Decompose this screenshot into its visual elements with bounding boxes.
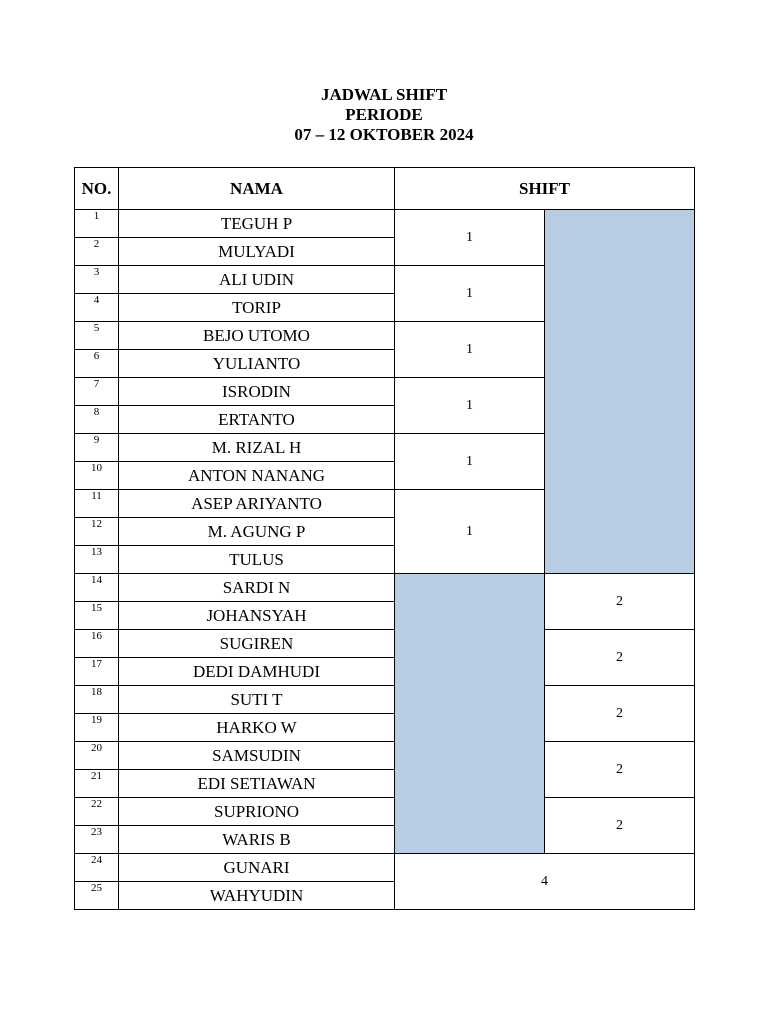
title-line-3: 07 – 12 OKTOBER 2024 xyxy=(294,125,474,144)
row-name: ASEP ARIYANTO xyxy=(119,490,395,518)
row-name: GUNARI xyxy=(119,854,395,882)
row-number: 25 xyxy=(75,882,119,910)
row-number: 18 xyxy=(75,686,119,714)
row-name: DEDI DAMHUDI xyxy=(119,658,395,686)
shift-highlight-block xyxy=(395,574,545,854)
row-name: M. RIZAL H xyxy=(119,434,395,462)
table-row xyxy=(75,686,695,714)
row-name: TORIP xyxy=(119,294,395,322)
row-name: HARKO W xyxy=(119,714,395,742)
row-name: MULYADI xyxy=(119,238,395,266)
row-name: ERTANTO xyxy=(119,406,395,434)
shift-cell: 1 xyxy=(395,210,545,266)
row-number: 20 xyxy=(75,742,119,770)
shift-cell: 1 xyxy=(395,322,545,378)
row-number: 19 xyxy=(75,714,119,742)
row-name: EDI SETIAWAN xyxy=(119,770,395,798)
shift-cell: 2 xyxy=(545,686,695,742)
row-number: 2 xyxy=(75,238,119,266)
header-shift: SHIFT xyxy=(395,168,695,210)
shift-cell: 4 xyxy=(395,854,695,910)
row-number: 21 xyxy=(75,770,119,798)
row-number: 22 xyxy=(75,798,119,826)
row-number: 23 xyxy=(75,826,119,854)
row-name: ISRODIN xyxy=(119,378,395,406)
row-name: SARDI N xyxy=(119,574,395,602)
row-name: SUGIREN xyxy=(119,630,395,658)
row-name: SUTI T xyxy=(119,686,395,714)
shift-cell: 2 xyxy=(545,630,695,686)
row-number: 17 xyxy=(75,658,119,686)
header-nama: NAMA xyxy=(119,168,395,210)
table-row xyxy=(75,854,695,882)
shift-schedule-table xyxy=(74,167,695,910)
row-number: 11 xyxy=(75,490,119,518)
row-number: 3 xyxy=(75,266,119,294)
shift-cell: 2 xyxy=(545,798,695,854)
shift-cell: 1 xyxy=(395,266,545,322)
row-name: TULUS xyxy=(119,546,395,574)
table-row xyxy=(75,574,695,602)
table-row xyxy=(75,798,695,826)
row-name: M. AGUNG P xyxy=(119,518,395,546)
row-number: 12 xyxy=(75,518,119,546)
row-name: ALI UDIN xyxy=(119,266,395,294)
row-number: 6 xyxy=(75,350,119,378)
header-row xyxy=(75,168,695,210)
row-name: WAHYUDIN xyxy=(119,882,395,910)
header-no: NO. xyxy=(75,168,119,210)
shift-highlight-block xyxy=(545,210,695,574)
shift-cell: 1 xyxy=(395,378,545,434)
row-number: 7 xyxy=(75,378,119,406)
title-line-2: PERIODE xyxy=(345,105,423,124)
row-number: 15 xyxy=(75,602,119,630)
row-number: 1 xyxy=(75,210,119,238)
shift-cell: 2 xyxy=(545,574,695,630)
title-line-1: JADWAL SHIFT xyxy=(320,85,448,104)
row-number: 5 xyxy=(75,322,119,350)
row-number: 24 xyxy=(75,854,119,882)
shift-cell: 1 xyxy=(395,434,545,490)
row-number: 4 xyxy=(75,294,119,322)
row-number: 8 xyxy=(75,406,119,434)
row-number: 16 xyxy=(75,630,119,658)
row-number: 9 xyxy=(75,434,119,462)
row-name: TEGUH P xyxy=(119,210,395,238)
row-number: 13 xyxy=(75,546,119,574)
row-name: SUPRIONO xyxy=(119,798,395,826)
row-name: YULIANTO xyxy=(119,350,395,378)
row-name: ANTON NANANG xyxy=(119,462,395,490)
row-name: BEJO UTOMO xyxy=(119,322,395,350)
row-name: SAMSUDIN xyxy=(119,742,395,770)
row-name: WARIS B xyxy=(119,826,395,854)
row-number: 14 xyxy=(75,574,119,602)
row-number: 10 xyxy=(75,462,119,490)
row-name: JOHANSYAH xyxy=(119,602,395,630)
shift-cell: 1 xyxy=(395,490,545,574)
shift-cell: 2 xyxy=(545,742,695,798)
document-title xyxy=(0,85,768,145)
table-row xyxy=(75,742,695,770)
table-row xyxy=(75,630,695,658)
table-row xyxy=(75,210,695,238)
